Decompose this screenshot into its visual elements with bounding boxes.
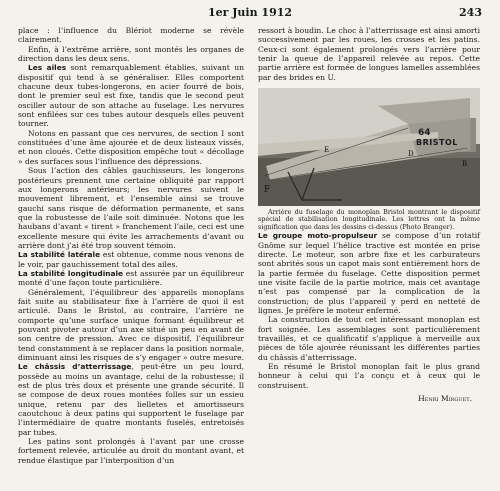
page-number: 243 [459,6,482,19]
paragraph-chassis: Le châssis d’atterrissage, peut-être un peu lourd, possède au moins un avantage, celui de la robustesse; il est de plus très doux et présente une grande sécurité. Il se compose de deux roues montées folles sur un essieu unique, retenu par des lielletes et amortisseurs caoutchouc à deux patins qui supportent le fuselage par l’intermédiaire de quatre montants fuselés, entretoisés par tubes. [18,362,244,437]
bristol-fuselage-photo [258,88,480,206]
plane-marking: BRISTOL [416,138,458,148]
paragraph: Généralement, l’équilibreur des appareils monoplans fait suite au stabilisateur fixe à l’arrière de quoi il est articulé. Dans le Bristol, au contraire, l’arrière ne comporte qu’une surface unique formant équilibreur et pouvant pivoter autour d’un axe situé un peu en avant de son centre de pression. Avec ce dispositif, l’équilibreur tend constamment à se replacer dans la position normale, diminuant ainsi les risques de s’y engager » outre mesure. [18,287,245,363]
paragraph: La construction de tout cet intéressant monoplan est fort soignée. Les assemblages sont particulièrement travaillés, et ce qualificatif s’applique à merveille aux pièces de tôle ajourée réunissant les différentes parties du châssis d’atterrissage. [258,315,480,362]
svg-text:F: F [264,185,271,196]
page-header [0,0,500,22]
plane-number: 64 [418,128,431,139]
section-lead: La stabilité latérale [18,250,101,260]
paragraph: ressort à boudin. Le choc à l’atterrissage est ainsi amorti successivement par les roues, les crosses et les patins. Ceux-ci sont également prolongés vers l’arrière pour tenir la queue de l’appareil relevée au repos. Cette partie arrière est formée de longues lamelles assemblées par des brides en U. [258,26,480,82]
paragraph: Notons en passant que ces nervures, de section I sont constituées d’une âme ajourée et de deux listeaux vissés, et non cloués. Cette disposition empêche tout « décollage » des surfaces sous l’influence des dépressions. [18,128,244,166]
svg-text:E: E [324,146,330,155]
figure-caption: Arrière du fuselage du monoplan Bristol montrant le dispositif spécial de stabilisation longitudinale. Les lettres ont la même signification que dans les dessins ci-dessus (Photo Branger). [258,208,480,231]
svg-text:B: B [462,160,468,169]
paragraph: Les patins sont prolongés à l’avant par une crosse fortement relevée, articulée au droit du montant avant, et rendue élastique par l’interposition d’un [18,437,244,465]
left-column [18,26,244,465]
aircraft-photo [258,88,480,206]
section-lead: La stabilité longitudinale [18,268,124,278]
author-signature: Henri Mirguet. [418,394,472,404]
paragraph-stabilite-longitudinale: La stabilité longitudinale est assurée par un équilibreur monté d’une façon toute particulière. [18,268,244,288]
section-lead: Le groupe moto-propulseur [258,231,378,241]
paragraph: Sous l’action des câbles gauchisseurs, les longerons postérieurs prennent une certaine obliquité par rapport aux longerons antérieurs; les nervures suivent le mouvement librement, et l’ensemble ainsi se trouve gauchi sans risque de déformation permanente, et sans que la robustesse de l’aile soit diminuée. Notons que les haubans d’avant « tirent » franchement l’aile, ceci est une excellente mesure qui évite les arrachements d’avant ou arrière dont j’ai été trop souvent témoin. [18,166,244,250]
paragraph-ailes: Les ailes sont remarquablement établies, suivant un dispositif qui tend à se généraliser. Elles comportent chacune deux tubes-longerons, en acier fourré de bois, dont le premier seul est fixe, tandis que le second peut osciller autour de son attache au fuselage. Les nervures sont enfilées sur ces tubes autour desquels elles peuvent tourner. [18,63,244,129]
paragraph: Enfin, à l’extrême arrière, sont montés les organes de direction dans les deux sens. [18,44,244,64]
right-column [258,26,480,403]
section-lead: Les ailes [28,63,67,73]
paragraph-moto-propulseur: Le groupe moto-propulseur se compose d’un rotatif Gnôme sur lequel l’hélice tractive est montée en prise directe. Le moteur, son arbre fixe et les carburateurs sont abrités sous un capot mais sont entièrement hors de la partie fermée du fuselage. Cette disposition permet une visite facile de la partie motrice, mais cet avantage n’est pas compensé par la complication de la construction; de plus l’appareil y perd en netteté de lignes. Je préfère le moteur enfermé. [258,231,480,316]
svg-text:D: D [408,150,414,159]
section-lead: Le châssis d’atterrissage [18,362,132,372]
paragraph: En résumé le Bristol monoplan fait le plus grand honneur à celui qui l’a conçu et à ceux qui le construisent. [258,362,480,390]
issue-date: 1er Juin 1912 [207,6,293,19]
paragraph-stabilite-laterale: La stabilité latérale est obtenue, comme nous venons de le voir, par gauchissement total des ailes. [18,250,244,269]
paragraph: place : l’influence du Blériot moderne se révèle clairement. [18,26,244,45]
